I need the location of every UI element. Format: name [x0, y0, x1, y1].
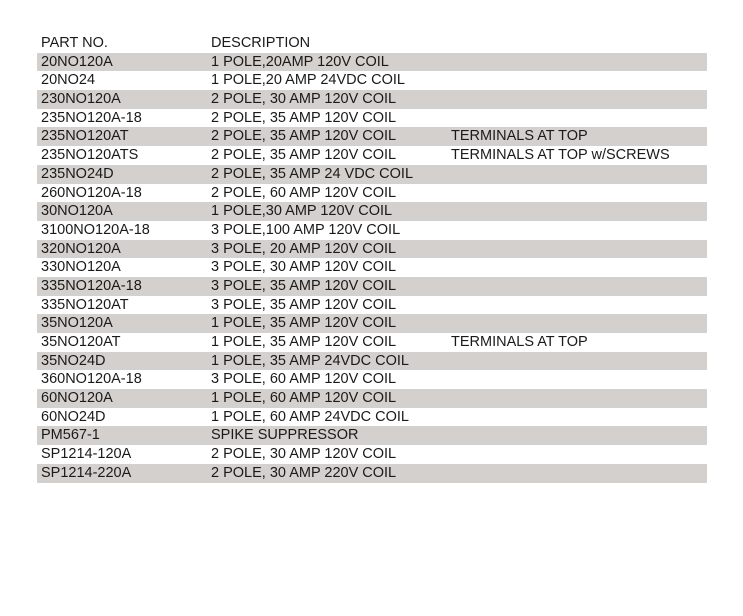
table-row	[37, 240, 707, 259]
header-part-no: PART NO.	[41, 35, 108, 51]
part-number-cell: 3100NO120A-18	[41, 221, 150, 238]
part-number-cell: 35NO120A	[41, 315, 113, 332]
table-row	[37, 277, 707, 296]
description-cell: 1 POLE, 60 AMP 24VDC COIL	[211, 408, 409, 425]
table-row	[37, 71, 707, 90]
description-cell: 3 POLE, 30 AMP 120V COIL	[211, 259, 397, 276]
part-number-cell: 235NO120A-18	[41, 109, 142, 126]
table-row	[37, 464, 707, 483]
description-cell: 2 POLE, 30 AMP 220V COIL	[211, 464, 397, 481]
table-row	[37, 90, 707, 109]
description-cell: 2 POLE, 30 AMP 120V COIL	[211, 91, 397, 108]
description-cell: 3 POLE, 60 AMP 120V COIL	[211, 371, 397, 388]
note-cell: TERMINALS AT TOP	[451, 128, 588, 145]
table-row	[37, 258, 707, 277]
part-number-cell: SP1214-120A	[41, 446, 132, 463]
table-row	[37, 389, 707, 408]
part-number-cell: 35NO24D	[41, 352, 106, 369]
description-cell: 3 POLE,100 AMP 120V COIL	[211, 221, 401, 238]
part-number-cell: 320NO120A	[41, 240, 121, 257]
part-number-cell: SP1214-220A	[41, 464, 132, 481]
note-cell: TERMINALS AT TOP w/SCREWS	[451, 147, 670, 164]
table-row	[37, 333, 707, 352]
part-number-cell: 330NO120A	[41, 259, 121, 276]
part-number-cell: 20NO120A	[41, 53, 113, 70]
description-cell: 3 POLE, 35 AMP 120V COIL	[211, 277, 397, 294]
description-cell: 2 POLE, 35 AMP 120V COIL	[211, 147, 397, 164]
part-number-cell: 335NO120AT	[41, 296, 129, 313]
table-body	[37, 53, 707, 483]
table-row	[37, 109, 707, 128]
table-row	[37, 146, 707, 165]
description-cell: 2 POLE, 35 AMP 120V COIL	[211, 128, 397, 145]
table-row	[37, 165, 707, 184]
description-cell: 2 POLE, 35 AMP 120V COIL	[211, 109, 397, 126]
part-number-cell: 20NO24	[41, 72, 96, 89]
part-number-cell: 35NO120AT	[41, 334, 121, 350]
table-row	[37, 184, 707, 203]
table-row	[37, 352, 707, 371]
header-description: DESCRIPTION	[211, 35, 311, 51]
part-number-cell: 230NO120A	[41, 91, 121, 108]
description-cell: 1 POLE,20 AMP 24VDC COIL	[211, 72, 405, 89]
table-row	[37, 408, 707, 427]
part-number-cell: 360NO120A-18	[41, 371, 142, 388]
table-row	[37, 445, 707, 464]
description-cell: 1 POLE,30 AMP 120V COIL	[211, 203, 393, 220]
note-cell: TERMINALS AT TOP	[451, 334, 588, 350]
table-row	[37, 426, 707, 445]
table-row	[37, 370, 707, 389]
description-cell: 3 POLE, 20 AMP 120V COIL	[211, 240, 397, 257]
table-row	[37, 127, 707, 146]
description-cell: 1 POLE, 60 AMP 120V COIL	[211, 390, 397, 407]
parts-table	[37, 34, 707, 483]
part-number-cell: 60NO120A	[41, 390, 113, 407]
part-number-cell: 60NO24D	[41, 408, 106, 425]
description-cell: 3 POLE, 35 AMP 120V COIL	[211, 296, 397, 313]
description-cell: 2 POLE, 35 AMP 24 VDC COIL	[211, 165, 414, 182]
table-row	[37, 202, 707, 221]
part-number-cell: 235NO120AT	[41, 128, 129, 145]
table-row	[37, 53, 707, 72]
table-row	[37, 314, 707, 333]
description-cell: 2 POLE, 60 AMP 120V COIL	[211, 184, 397, 201]
table-row	[37, 296, 707, 315]
description-cell: SPIKE SUPPRESSOR	[211, 427, 359, 444]
description-cell: 2 POLE, 30 AMP 120V COIL	[211, 446, 397, 463]
part-number-cell: PM567-1	[41, 427, 100, 444]
description-cell: 1 POLE, 35 AMP 120V COIL	[211, 315, 397, 332]
part-number-cell: 235NO120ATS	[41, 147, 139, 164]
table-row	[37, 221, 707, 240]
description-cell: 1 POLE, 35 AMP 120V COIL	[211, 334, 397, 350]
table-header-row	[37, 34, 707, 53]
part-number-cell: 235NO24D	[41, 165, 114, 182]
part-number-cell: 260NO120A-18	[41, 184, 142, 201]
part-number-cell: 30NO120A	[41, 203, 113, 220]
description-cell: 1 POLE,20AMP 120V COIL	[211, 53, 389, 70]
part-number-cell: 335NO120A-18	[41, 277, 142, 294]
description-cell: 1 POLE, 35 AMP 24VDC COIL	[211, 352, 409, 369]
